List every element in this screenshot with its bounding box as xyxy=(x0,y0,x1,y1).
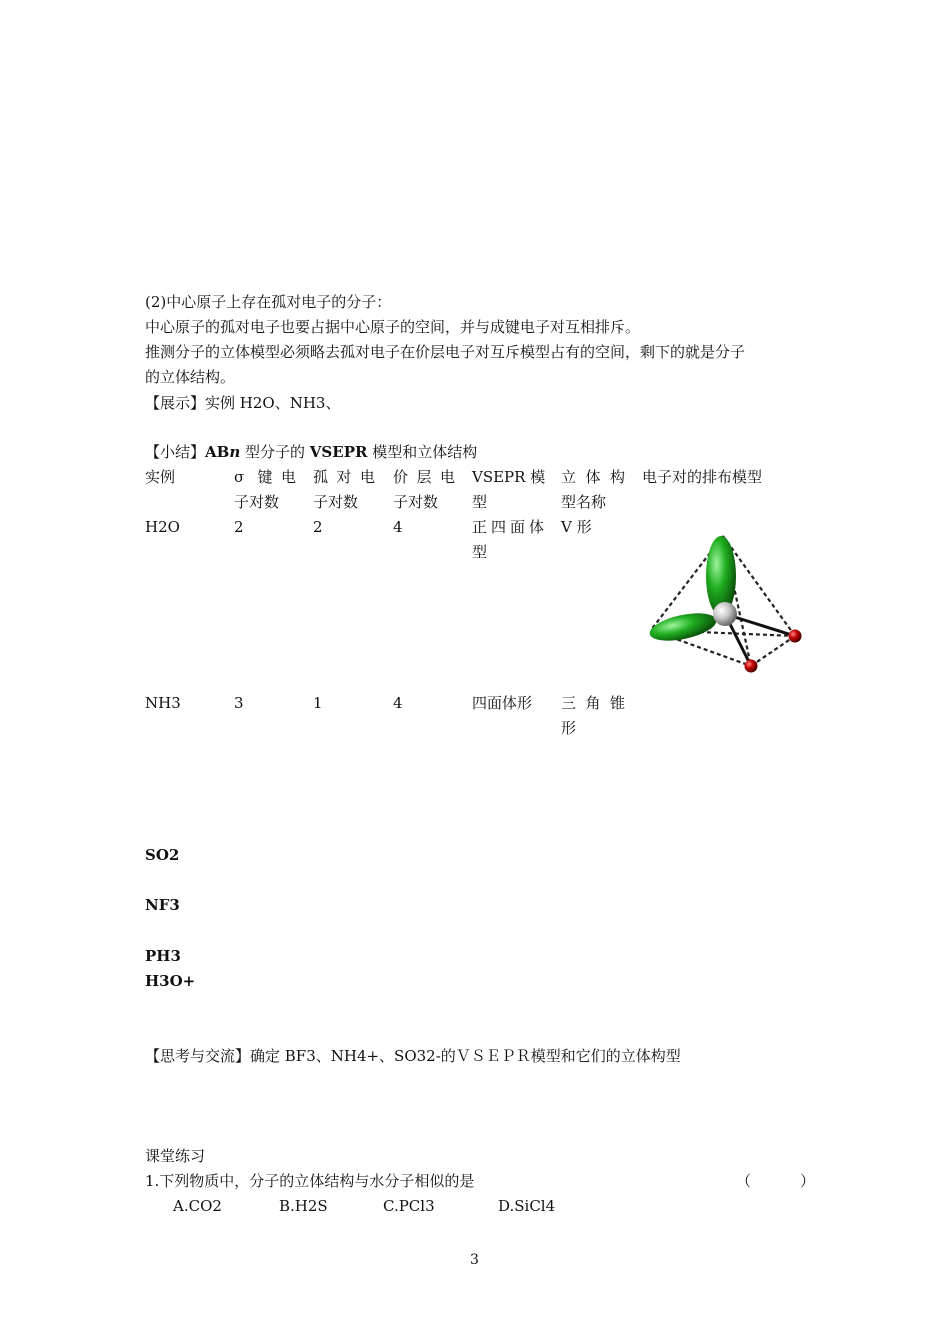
answer-paren-open: （ xyxy=(736,1172,752,1190)
row-vsepr: 四面体形 xyxy=(472,694,533,712)
lone-pair-lobe xyxy=(647,608,719,646)
header-lone-pairs: 孤对电 子对数 xyxy=(313,468,375,511)
row-sigma: 2 xyxy=(234,518,244,536)
example-label: H3O+ xyxy=(145,972,196,990)
row-lone: 1 xyxy=(313,694,323,712)
summary-ab: AB xyxy=(205,443,230,461)
section-heading: (2)中心原子上存在孤对电子的分子： xyxy=(145,293,392,311)
option-c: C.PCl3 xyxy=(383,1197,435,1215)
option-d: D.SiCl4 xyxy=(498,1197,556,1215)
row-vsepr: 正四面体 型 xyxy=(472,518,544,561)
practice-title: 课堂练习 xyxy=(145,1147,206,1165)
paragraph-line: 的立体结构。 xyxy=(145,368,236,386)
row-example: NH3 xyxy=(145,694,181,712)
option-b: B.H2S xyxy=(279,1197,328,1215)
header-shape: 立体构 型名称 xyxy=(561,468,625,511)
outer-atom xyxy=(789,630,802,643)
central-atom xyxy=(713,602,737,626)
row-valence: 4 xyxy=(393,694,403,712)
header-arrangement: 电子对的排布模型 xyxy=(642,468,763,486)
header-valence-pairs: 价层电 子对数 xyxy=(393,468,455,511)
outer-atom xyxy=(745,660,758,673)
header-example: 实例 xyxy=(145,468,176,486)
row-shape: V 形 xyxy=(561,518,592,536)
summary-n: n xyxy=(229,443,241,461)
paragraph-line: 推测分子的立体模型必须略去孤对电子在价层电子对互斥模型占有的空间，剩下的就是分子 xyxy=(145,343,746,361)
summary-suffix: 模型和立体结构 xyxy=(367,443,478,461)
answer-paren-close: ） xyxy=(800,1172,816,1190)
row-valence: 4 xyxy=(393,518,403,536)
example-label: SO2 xyxy=(145,846,180,864)
row-example: H2O xyxy=(145,518,180,536)
think-exchange: 【思考与交流】确定 BF3、NH4+、SO32-的ＶＳＥＰＲ模型和它们的立体构型 xyxy=(145,1047,681,1065)
option-a: A.CO2 xyxy=(173,1197,222,1215)
edge-line xyxy=(751,636,795,666)
example-label: PH3 xyxy=(145,947,181,965)
question-1: 1.下列物质中，分子的立体结构与水分子相似的是 xyxy=(145,1172,475,1190)
row-sigma: 3 xyxy=(234,694,244,712)
header-vsepr: VSEPR 模 型 xyxy=(472,468,546,511)
summary-title xyxy=(145,442,477,462)
summary-mid: 型分子的 xyxy=(240,443,310,461)
row-lone: 2 xyxy=(313,518,323,536)
tetrahedral-model-image xyxy=(645,530,810,678)
summary-vsepr: VSEPR xyxy=(309,443,368,461)
show-line: 【展示】实例 H2O、NH3、 xyxy=(145,394,341,412)
summary-prefix: 【小结】 xyxy=(145,443,206,461)
header-sigma: σ 键电 子对数 xyxy=(234,468,296,511)
row-shape: 三角锥 形 xyxy=(561,694,625,737)
page-number: 3 xyxy=(470,1252,479,1268)
paragraph-line: 中心原子的孤对电子也要占据中心原子的空间，并与成键电子对互相排斥。 xyxy=(145,318,641,336)
example-label: NF3 xyxy=(145,896,180,914)
